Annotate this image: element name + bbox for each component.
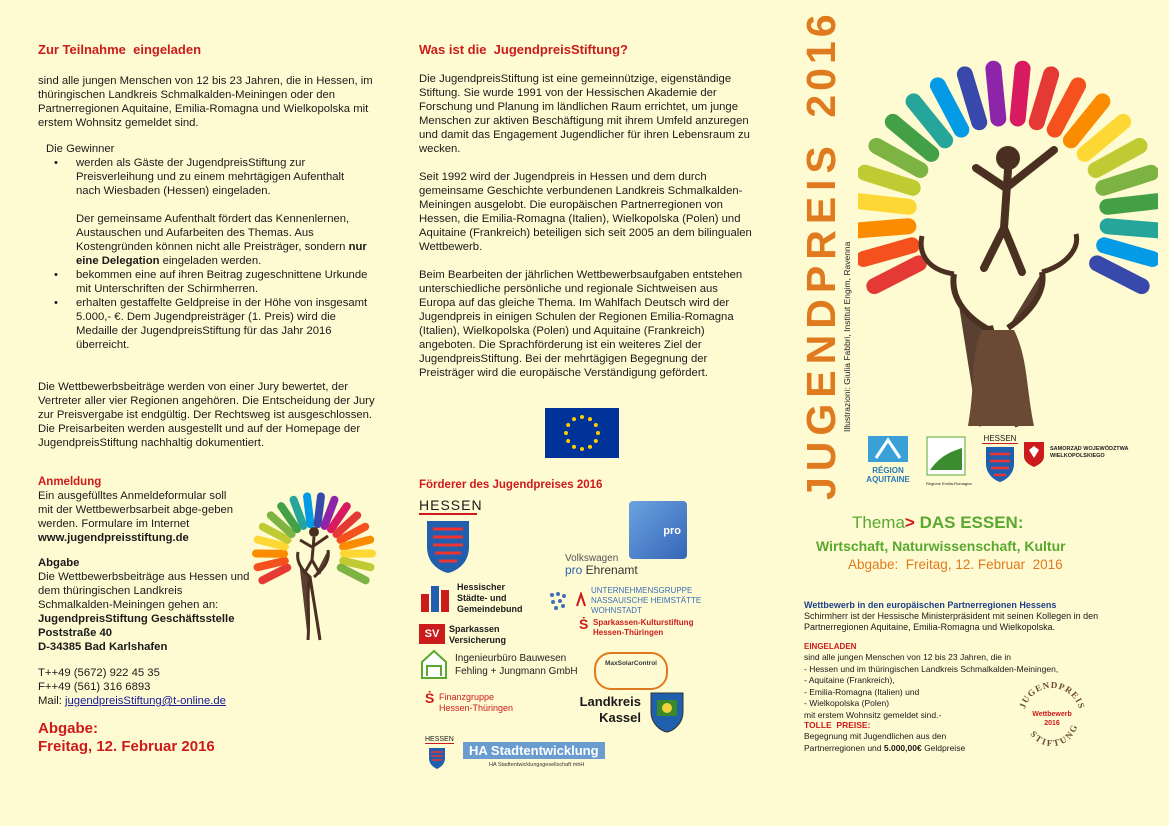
- lk-text: [569, 694, 641, 726]
- invited-intro: sind alle jungen Menschen von 12 bis 23 Jahren, die in: [804, 652, 1011, 662]
- lk-line1: Landkreis: [579, 694, 641, 709]
- foliage-ray: [307, 496, 310, 524]
- bullet-text: werden als Gäste der JugendpreisStiftung zur Preisverleihung und zu einem mehrtägigen Aufenthalt nach Wiesbaden (Hessen) eingeladen.: [76, 157, 345, 197]
- foliage-ray: [993, 69, 998, 119]
- illustration-credit: Illustrazioni: Giulia Fabbri, Institut Engim, Ravenna: [842, 241, 852, 432]
- prizes-line1: Begegnung mit Jugendlichen aus den: [804, 731, 947, 741]
- foliage-ray: [1108, 226, 1158, 230]
- foundation-heading: Was ist die JugendpreisStiftung?: [419, 42, 628, 57]
- eu-star: [572, 417, 576, 421]
- finanzgruppe-logo: [425, 690, 535, 716]
- eu-star: [564, 431, 568, 435]
- eu-star: [580, 415, 584, 419]
- abgabe-title: Abgabe: [38, 557, 80, 569]
- foliage-ray: [1037, 74, 1051, 122]
- column-right: [790, 0, 1169, 826]
- hessen-partner-logo: [982, 434, 1018, 486]
- hessen-logo: [419, 497, 483, 575]
- foliage-ray: [318, 496, 321, 524]
- sponsors-title: Förderer des Jugendpreises 2016: [419, 479, 603, 491]
- invited-item: - Emilia-Romagna (Italien) und: [804, 686, 920, 697]
- aquitaine-text: [858, 466, 918, 484]
- aquitaine-line2: AQUITAINE: [866, 475, 910, 484]
- foundation-para1: Die JugendpreisStiftung ist eine gemeinnützige, eigenständige Stiftung. Sie wurde 1991 von der Hessischen Akademie der Forschung und Planung im ländlichen Raum errichtet, um junge Menschen zur aktiven Beschäftigung mit ihrem Umfeld anzuregen und damit das Engagement Jugendlicher für ihren Lebensraum zu wecken.: [419, 73, 750, 155]
- wielkopolska-eagle-icon: [1022, 440, 1046, 468]
- mail-line: [38, 694, 226, 708]
- ha-stadtentwicklung-logo: [425, 736, 615, 776]
- title-word: JUGENDPREIS: [798, 140, 844, 500]
- ha-hessen-text: HESSEN: [425, 736, 454, 743]
- prizes-title: TOLLE PREISE:: [804, 720, 871, 730]
- list-item: [76, 296, 371, 352]
- deadline-date: Freitag, 12. Februar 2016: [38, 738, 215, 755]
- seal-year-text: 2016: [1044, 720, 1060, 727]
- address-line1: JugendpreisStiftung Geschäftsstelle: [38, 613, 235, 625]
- vw-ehrenamt-line: [565, 563, 655, 577]
- emilia-romagna-logo: [926, 436, 972, 488]
- prizes-amount: 5.000,00€: [883, 742, 922, 753]
- eu-star: [588, 417, 592, 421]
- foliage-ray: [859, 226, 909, 230]
- eu-star: [596, 431, 600, 435]
- foliage-ray: [343, 561, 370, 567]
- seal-bottom-text: STIFTUNG: [1028, 721, 1080, 749]
- staedtebund-line1: Hessischer: [457, 582, 506, 592]
- landkreis-kassel-logo: [569, 690, 699, 734]
- mail-label: Mail:: [38, 695, 65, 707]
- region-aquitaine-logo: [858, 436, 918, 488]
- list-item: [76, 268, 371, 296]
- eu-star: [580, 447, 584, 451]
- skst-line1: Sparkassen-Kulturstiftung: [593, 618, 694, 627]
- sv-icon: SV: [419, 624, 445, 644]
- theme-subtitle: Wirtschaft, Naturwissenschaft, Kultur: [816, 538, 1066, 554]
- anmeldung-text: Ein ausgefülltes Anmeldeformular soll mit der Wettbewerbsarbeit abge-geben werden. Formulare im Internet: [38, 490, 234, 530]
- nh-text: [591, 586, 701, 616]
- foliage-ray: [859, 201, 909, 207]
- invited-item: - Aquitaine (Frankreich),: [804, 675, 895, 685]
- aquitaine-line1: RÉGION: [872, 466, 904, 475]
- staedtebund-text: [457, 582, 523, 615]
- bullet-bold: nur eine Delegation: [76, 241, 367, 267]
- eu-star: [594, 423, 598, 427]
- foliage-ray: [864, 245, 912, 259]
- sparkassen-versicherung-logo: [419, 622, 539, 648]
- sv-line1: Sparkassen: [449, 624, 500, 634]
- nh-line2: NASSAUISCHE HEIMSTÄTTE: [591, 596, 702, 605]
- vw-pro-text: pro: [565, 563, 583, 577]
- vw-ehrenamt-text: Ehrenamt: [582, 563, 638, 577]
- jugendpreis-stiftung-seal: [1012, 676, 1092, 756]
- sv-text: [449, 624, 506, 646]
- column-middle: [419, 0, 764, 826]
- eu-star: [588, 445, 592, 449]
- foliage-ray: [258, 561, 285, 567]
- foliage-ray: [1104, 245, 1152, 259]
- ib-line1: Ingenieurbüro Bauwesen: [455, 653, 567, 664]
- eu-star: [566, 439, 570, 443]
- foliage-ray: [938, 85, 961, 129]
- maxsolarcontrol-logo: [594, 652, 668, 690]
- staedte-gemeindebund-logo: [419, 580, 534, 616]
- tree-illustration-small: [250, 492, 380, 642]
- invited-title: EINGELADEN: [804, 642, 857, 651]
- ingenieurbuero-logo: [419, 648, 579, 684]
- title-year: 2016: [798, 10, 844, 118]
- nh-mark-icon: [575, 592, 587, 608]
- lk-line2: Kassel: [599, 710, 641, 725]
- jury-text: Die Wettbewerbsbeiträge werden von einer Jury bewertet, der Vertreter aller vier Regionen angehören. Die Entscheidung der Jury zur Preisvergabe ist endgültig. Der Rechtsweg ist ausgeschlossen. Die Preisarbeiten werden ausgestellt und auf der Homepage der JugendpreisStiftung nachhaltig dokumentiert.: [38, 381, 375, 449]
- seal-mid-text: Wettbewerb: [1032, 711, 1072, 718]
- pro-logo-text: pro: [663, 525, 681, 537]
- hessen-logo-text: HESSEN: [419, 497, 483, 513]
- deadline-label: Abgabe:: [38, 720, 98, 737]
- theme-arrow: >: [904, 513, 920, 532]
- ha-main-text: HA Stadtentwicklung: [463, 742, 605, 759]
- invited-outro: mit erstem Wohnsitz gemeldet sind.-: [804, 709, 942, 720]
- staedtebund-icon: [419, 580, 453, 614]
- abgabe-text: Die Wettbewerbsbeiträge aus Hessen und dem thüringischen Landkreis Schmalkalden-Meiningen gehen an:: [38, 571, 250, 611]
- prizes-text: Partnerregionen und: [804, 742, 884, 753]
- invited-item: - Hessen und im thüringischen Landkreis Schmalkalden-Meiningen,: [804, 663, 1059, 674]
- phone: T++49 (5672) 922 45 35: [38, 667, 160, 679]
- participation-intro: sind alle jungen Menschen von 12 bis 23 Jahren, die in Hessen, im thüringischen Landkreis Schmalkalden-Meiningen oder den Partnerregionen Aquitaine, Emilia-Romagna und Wielkopolska mit erstem Wohnsitz gemeldet sind.: [38, 75, 373, 129]
- foliage-ray: [1018, 69, 1023, 119]
- ib-line2: Fehling + Jungmann GmbH: [455, 666, 578, 677]
- invited-item: - Wielkopolska (Polen): [804, 698, 890, 708]
- ib-text: [455, 652, 578, 678]
- eu-star: [594, 439, 598, 443]
- nassauische-heimstaette-logo: [547, 586, 707, 616]
- foliage-ray: [341, 568, 366, 581]
- bullet-text: Der gemeinsame Aufenthalt fördert das Kennenlernen, Austauschen und Aufarbeiten des Themas. Aus Kostengründen können nicht alle Preisträger, sondern: [76, 213, 350, 253]
- fg-line2: Hessen-Thüringen: [439, 703, 514, 713]
- winners-list: [46, 156, 371, 352]
- tree-illustration-large: [858, 58, 1158, 428]
- finanzgruppe-s-icon: Ṡ: [425, 690, 435, 706]
- foliage-ray: [1055, 85, 1078, 129]
- nh-line3: WOHNSTADT: [591, 606, 642, 615]
- theme-deadline: Abgabe: Freitag, 12. Februar 2016: [848, 557, 1063, 572]
- skst-text: [593, 618, 693, 638]
- landkreis-kassel-coat-of-arms-icon: [647, 690, 687, 734]
- competition-text: Schirmherr ist der Hessische Ministerpräsident mit seinen Kollegen in den Partnerregionen Aquitaine, Emilia-Romagna und Wielkopolska.: [804, 611, 1099, 632]
- address-line3: D-34385 Bad Karlshafen: [38, 641, 168, 653]
- list-item: [76, 156, 371, 268]
- sparkassen-kulturstiftung-logo: [579, 616, 719, 640]
- emilia-romagna-icon: [926, 436, 966, 476]
- bullet-text: eingeladen werden.: [159, 255, 262, 267]
- foliage-ray: [874, 263, 919, 286]
- prizes-line2: [804, 743, 1034, 755]
- wielkopolska-line2: WIELKOPOLSKIEGO: [1050, 453, 1105, 459]
- pro-logo: [629, 501, 687, 559]
- theme-title-line: [852, 513, 1024, 533]
- skst-line2: Hessen-Thüringen: [593, 628, 664, 637]
- fg-line1: Finanzgruppe: [439, 692, 495, 702]
- foliage-ray: [965, 74, 979, 122]
- foliage-ray: [1097, 263, 1142, 286]
- nh-icon: [547, 590, 569, 612]
- theme-title: DAS ESSEN:: [919, 513, 1024, 532]
- sv-line2: Versicherung: [449, 635, 507, 645]
- ha-hessen-coat-icon: [427, 746, 447, 770]
- maxsolar-text: MaxSolarControl: [604, 660, 657, 667]
- wielkopolska-text: [1050, 446, 1129, 460]
- emilia-text: Regione Emilia-Romagna: [926, 481, 972, 486]
- staedtebund-line2: Städte- und: [457, 593, 507, 603]
- fax: F++49 (561) 316 6893: [38, 681, 151, 693]
- vw-text: Volkswagen: [565, 553, 619, 564]
- wielkopolska-line1: SAMORZĄD WOJEWÓDZTWA: [1050, 446, 1129, 452]
- seal-top-text: JUGENDPREIS: [1017, 679, 1088, 711]
- participation-heading: Zur Teilnahme eingeladen: [38, 42, 202, 57]
- eu-star: [572, 445, 576, 449]
- bullet-text: bekommen eine auf ihren Beitrag zugeschnittene Urkunde mit Unterschriften der Schirmherren.: [76, 269, 368, 295]
- eu-flag-icon: [545, 408, 619, 458]
- wielkopolska-logo: [1022, 440, 1167, 474]
- winners-title: Die Gewinner: [46, 143, 115, 155]
- vw-pro-ehrenamt-logo: [565, 553, 655, 577]
- winners-block: [46, 142, 371, 352]
- bullet-text: erhalten gestaffelte Geldpreise in der Höhe von insgesamt 5.000,- €. Dem Jugendpreisträger (1. Preis) wird die Medaille der JugendpreisStiftung für das Jahr 2016 überreicht.: [76, 297, 368, 351]
- foundation-para2: Seit 1992 wird der Jugendpreis in Hessen und dem durch gemeinsame Geschichte verbundenen Landkreis Schmalkalden-Meiningen ausgelobt. Die europäischen Partnerregionen von Hessen, die Emilia-Romagna (Italien), Wielkopolska (Polen) und Aquitaine (Frankreich) beteiligen sich seit 2005 an dem bilingualen Wettbewerb.: [419, 171, 752, 253]
- fg-text: [439, 692, 513, 714]
- column-left: [38, 0, 378, 826]
- foundation-para3: Beim Bearbeiten der jährlichen Wettbewerbsaufgaben entstehen unterschiedliche persönliche und regionale Sichtweisen aus Europa auf das gleiche Thema. Im Wahlfach Deutsch wird der Jugendpreis in einigen Schulen der Regionen Emilia-Romagna (Italien), Wielkopolska (Polen) und Aquitaine (Frankreich) angeboten. Die Sprachförderung ist ein weiteres Ziel der JugendpreisStiftung. Bei der mehrtägigen Begegnung der Preisträger wird die europäische Verständigung gefördert.: [419, 269, 743, 379]
- hessen-coat-of-arms-icon: [419, 517, 477, 575]
- foliage-ray: [865, 173, 913, 188]
- hessen-partner-text: HESSEN: [983, 434, 1017, 443]
- foliage-ray: [262, 568, 287, 581]
- ha-sub-text: HA Stadtentwicklungsgesellschaft mbH: [489, 762, 585, 768]
- nh-line1: UNTERNEHMENSGRUPPE: [591, 586, 693, 595]
- staedtebund-line3: Gemeindebund: [457, 604, 523, 614]
- sparkasse-s-icon: Ṡ: [579, 616, 589, 632]
- address-line2: Poststraße 40: [38, 627, 113, 639]
- prizes-text: Geldpreise: [921, 742, 966, 753]
- aquitaine-icon: [868, 436, 908, 462]
- mail-link[interactable]: jugendpreisStiftung@t-online.de: [65, 695, 226, 707]
- foliage-ray: [1103, 173, 1151, 188]
- theme-label: Thema: [852, 513, 905, 532]
- competition-title: Wettbewerb in den europäischen Partnerregionen Hessens: [804, 600, 1057, 610]
- prizes-block: [804, 731, 1034, 754]
- website-link[interactable]: www.jugendpreisstiftung.de: [38, 532, 189, 544]
- anmeldung-title: Anmeldung: [38, 476, 102, 488]
- eu-star: [566, 423, 570, 427]
- hessen-partner-coat-icon: [982, 444, 1018, 484]
- ib-house-icon: [419, 648, 449, 680]
- foliage-ray: [1107, 201, 1157, 207]
